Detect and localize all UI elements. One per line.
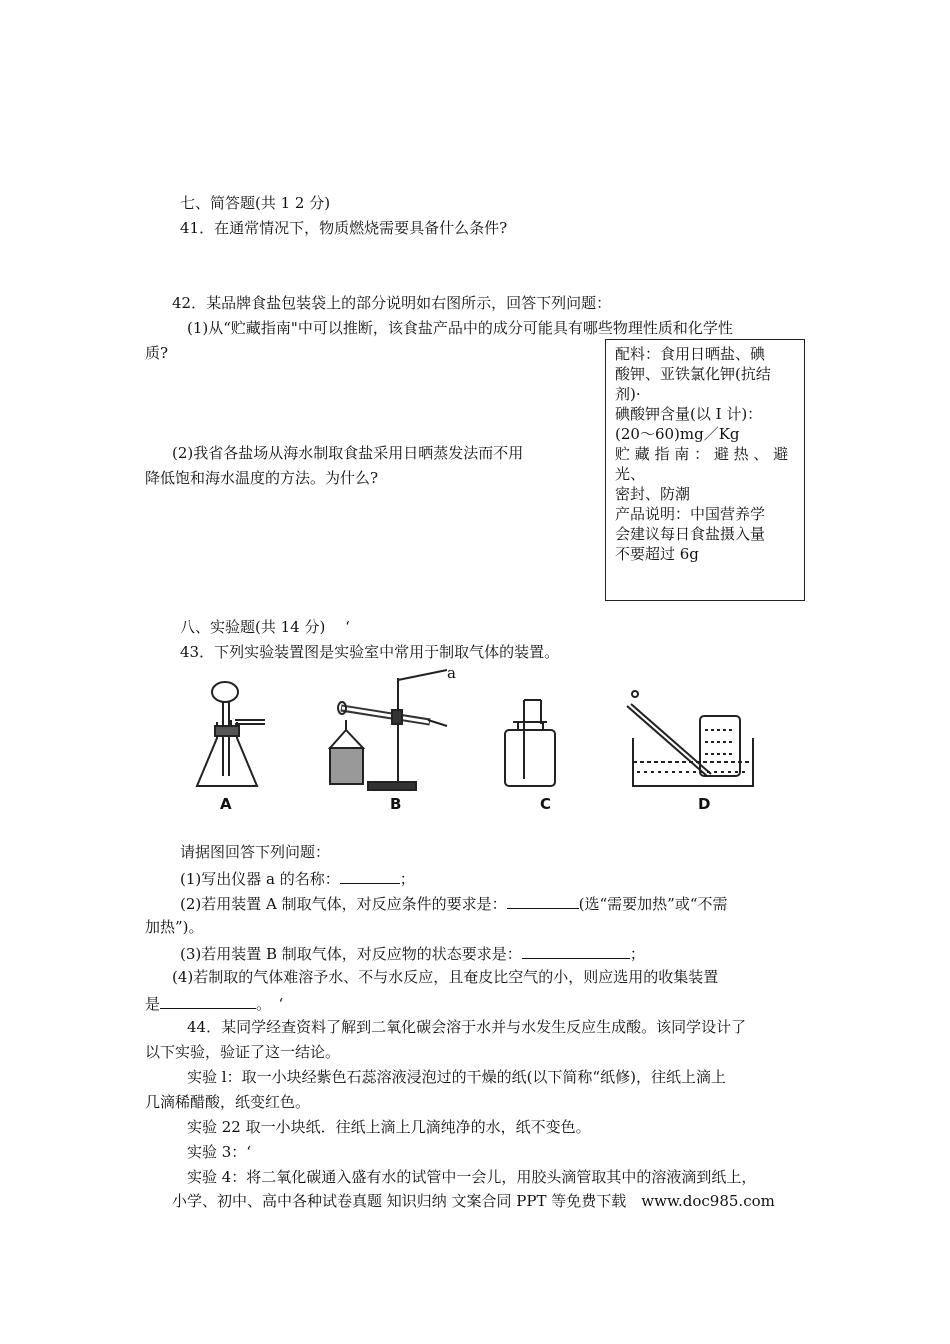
question-42-1-line1: (1)从“贮藏指南"中可以推断，该食盐产品中的成分可能具有哪些物理性质和化学性 — [187, 319, 733, 337]
experiment-1-line1: 实验 l：取一小块经紫色石蕊溶液浸泡过的干燥的纸(以下简称“纸修)，往纸上滴上 — [187, 1068, 726, 1086]
question-44-line1: 44．某同学经查资料了解到二氧化碳会溶于水并与水发生反应生成酸。该同学设计了 — [187, 1018, 747, 1036]
question-42-1-line2: 质? — [145, 344, 169, 362]
apparatus-d — [627, 691, 753, 786]
question-43-3 — [180, 942, 645, 964]
question-42-2-line2: 降低饱和海水温度的方法。为什么? — [145, 469, 379, 487]
section-8-title: 八、实验题(共 14 分) ‘ — [180, 618, 350, 636]
apparatus-drawing — [185, 664, 780, 824]
label-line: 配料：食用日晒盐、碘 — [615, 345, 766, 363]
apparatus-figure — [185, 664, 780, 824]
answer-blank-2[interactable] — [507, 892, 579, 909]
label-line: 酸钾、亚铁氯化钾(抗结 — [615, 365, 771, 383]
figure-label-a: A — [220, 795, 232, 813]
question-42-2-line1: (2)我省各盐场从海水制取食盐采用日晒蒸发法而不用 — [172, 444, 524, 462]
experiment-2: 实验 22 取一小块纸．往纸上滴上几滴纯净的水，纸不变色。 — [187, 1118, 591, 1136]
question-41: 41．在通常情况下，物质燃烧需要具备什么条件? — [180, 219, 508, 237]
label-line: 产品说明：中国营养学 — [615, 505, 766, 523]
label-line: (20～60)mg／Kg — [615, 425, 740, 443]
answer-blank-3[interactable] — [522, 942, 630, 959]
label-line: 光、 — [615, 465, 646, 483]
question-43-4-end: 。 ‘ — [256, 995, 284, 1013]
section-7-title: 七、简答题(共 1 2 分) — [180, 194, 331, 212]
figure-label-b: B — [390, 795, 402, 813]
experiment-1-line2: 几滴稀醋酸，纸变红色。 — [145, 1093, 311, 1111]
label-line: 贮 藏 指 南 ： 避 热 、 避 — [615, 445, 789, 463]
question-43-2 — [180, 892, 727, 914]
label-line: 密封、防潮 — [615, 485, 691, 503]
question-43-prompt: 请据图回答下列问题： — [180, 843, 331, 861]
footer-text: 小学、初中、高中各种试卷真题 知识归纳 文案合同 PPT 等免费下载 www.doc985.com — [172, 1192, 775, 1210]
question-43-4-text: 是 — [145, 995, 161, 1013]
experiment-3: 实验 3：‘ — [187, 1143, 252, 1161]
experiment-4: 实验 4：将二氧化碳通入盛有水的试管中一会儿，用胶头滴管取其中的溶液滴到纸上， — [187, 1168, 757, 1186]
apparatus-a — [197, 682, 265, 786]
salt-label-box — [605, 339, 805, 601]
apparatus-c — [505, 700, 555, 786]
label-line: 碘酸钾含量(以 I 计)： — [615, 405, 763, 423]
figure-label-c: C — [540, 795, 552, 813]
question-43-3-text: (3)若用装置 B 制取气体，对反应物的状态要求是： — [180, 945, 522, 963]
question-43-1-end: ； — [399, 870, 415, 888]
label-line: 会建议每日食盐摄入量 — [615, 525, 766, 543]
question-43-1-text: (1)写出仪器 a 的名称： — [180, 870, 340, 888]
question-43-2-end: (选“需要加热”或“不需 — [578, 895, 728, 913]
question-42-intro: 42．某品牌食盐包装袋上的部分说明如右图所示，回答下列问题： — [172, 294, 612, 312]
question-43-4-line1: (4)若制取的气体难溶予水、不与水反应，且奄皮比空气的小，则应选用的收集装置 — [172, 968, 719, 986]
label-line: 不要超过 6g — [615, 545, 699, 563]
question-43-2-line2: 加热”)。 — [145, 918, 204, 936]
question-43: 43．下列实验装置图是实验室中常用于制取气体的装置。 — [180, 643, 560, 661]
answer-blank-4[interactable] — [160, 992, 256, 1009]
apparatus-b — [330, 670, 447, 790]
answer-blank-1[interactable] — [340, 867, 400, 884]
question-43-4-line2 — [145, 992, 283, 1014]
figure-label-d: D — [698, 795, 711, 813]
figure-pointer-a: a — [447, 664, 456, 682]
question-43-3-end: ； — [629, 945, 645, 963]
question-44-line2: 以下实验，验证了这一结论。 — [145, 1043, 341, 1061]
question-43-2-text: (2)若用装置 A 制取气体，对反应条件的要求是： — [180, 895, 507, 913]
label-line: 剂)· — [615, 385, 641, 403]
question-43-1 — [180, 867, 415, 889]
